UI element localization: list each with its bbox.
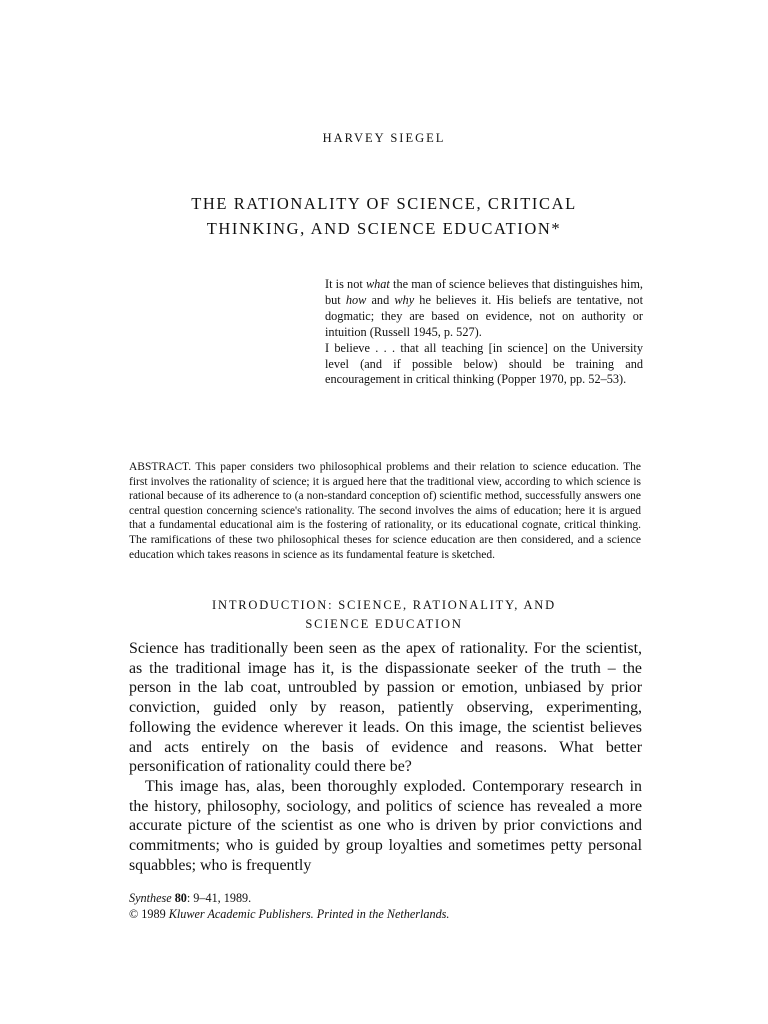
abstract: ABSTRACT. This paper considers two philosophical problems and their relation to science education. The first involves the rationality of science; it is argued here that the traditional view, according to which science is rational because of its adherence to (a non-standard conception of) scientific method, successfully answers one central question concerning science's rationality. The second involves the aims of education; here it is argued that a fundamental educational aim is the fostering of rationality, or its educational cognate, critical thinking. The ramifications of these two philosophical theses for science education are then considered, and a science education which takes reasons in science as its fundamental feature is sketched. [129, 461, 641, 561]
publisher-note: Kluwer Academic Publishers. Printed in the Netherlands. [165, 907, 450, 921]
title-line-1: THE RATIONALITY OF SCIENCE, CRITICAL [191, 194, 577, 213]
epigraph-russell [325, 277, 643, 341]
section-heading-line-1: INTRODUCTION: SCIENCE, RATIONALITY, AND [212, 598, 556, 612]
body-paragraph-2: This image has, alas, been thoroughly exploded. Contemporary research in the history, philosophy, sociology, and politics of science has revealed a more accurate picture of the scientist as one who is driven by prior convictions and commitments; who is guided by group loyalties and sometimes petty personal squabbles; who is frequently [129, 777, 642, 874]
epigraph-text: he believes it. His beliefs are tentative, not dogmatic; they are based on evidence, not on authority or intuition (Russell 1945, p. 527). [325, 292, 643, 339]
epigraph-text: It is not [325, 277, 366, 291]
body-text [129, 639, 642, 875]
epigraph-text: and [366, 292, 395, 307]
journal-pages: : 9–41, 1989. [186, 891, 252, 905]
epigraph-text: the man of science believes that distinguishes him, but [325, 277, 643, 307]
paper-title [0, 191, 768, 241]
epigraph-emphasis: what [365, 277, 390, 291]
body-paragraph-1: Science has traditionally been seen as the apex of rationality. For the scientist, as the traditional image has it, is the dispassionate seeker of the truth – the person in the lab coat, untroubled by passion or emotion, unbiased by prior conviction, guided only by reason, patiently observing, experimenting, following the evidence wherever it leads. On this image, the scientist believes and acts entirely on the basis of evidence and reasons. What better personification of rationality could there be? [129, 640, 642, 776]
citation-line [129, 890, 649, 906]
epigraph-emphasis: why [394, 292, 415, 307]
journal-volume: 80 [174, 891, 187, 905]
title-line-2: THINKING, AND SCIENCE EDUCATION* [206, 219, 562, 238]
journal-name: Synthese [129, 891, 172, 905]
author-name: HARVEY SIEGEL [322, 131, 446, 145]
copyright-line [129, 906, 649, 922]
section-heading [0, 596, 768, 634]
epigraphs [325, 277, 643, 388]
epigraph-popper: I believe . . . that all teaching [in science] on the University level (and if possible below) should be training and encouragement in critical thinking (Popper 1970, pp. 52–53). [325, 340, 643, 387]
section-heading-line-2: SCIENCE EDUCATION [305, 617, 463, 631]
epigraph-emphasis: how [345, 292, 367, 307]
copyright-year: © 1989 [129, 907, 166, 921]
page-footer [129, 890, 649, 922]
